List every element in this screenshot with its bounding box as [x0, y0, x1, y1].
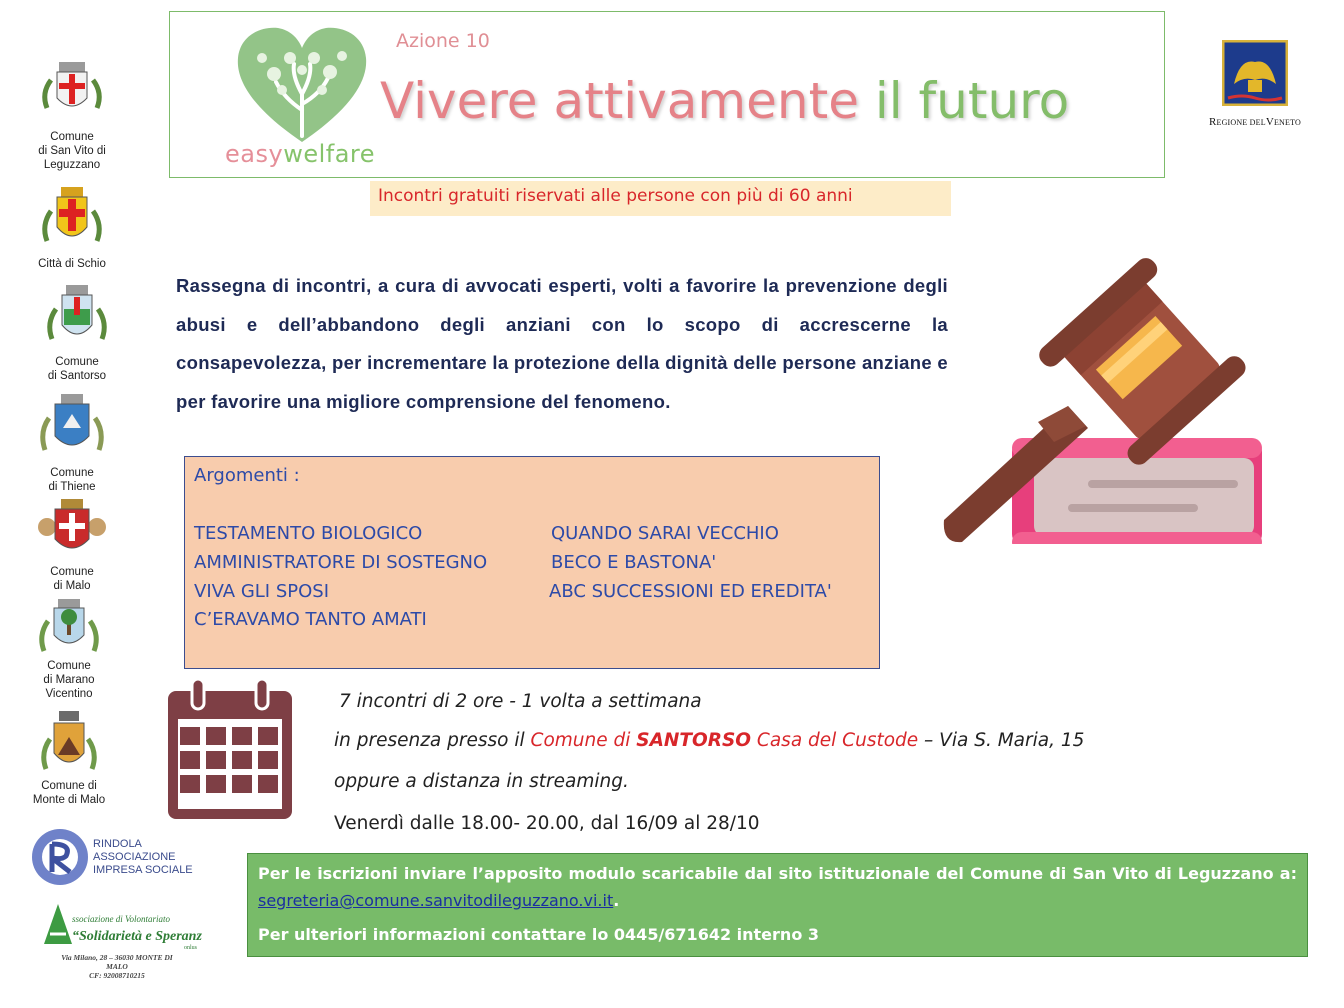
crest-label: Città di Schio [38, 258, 106, 270]
regione-veneto-logo [1192, 40, 1318, 128]
email-line: segreteria@comune.sanvitodileguzzano.vi.it. [258, 891, 620, 910]
subtitle-banner: Incontri gratuiti riservati alle persone con più di 60 anni [370, 181, 951, 216]
action-label: Azione 10 [396, 30, 490, 52]
regione-label: REGIONE DELVENETO [1208, 116, 1302, 128]
svg-text:onlus: onlus [184, 945, 198, 951]
topic-item: VIVA GLI SPOSI [194, 581, 330, 602]
schedule-frequency: 7 incontri di 2 ore - 1 volta a settimana [339, 691, 702, 712]
topic-item: QUANDO SARAI VECCHIO [551, 523, 779, 544]
svg-text:ssociazione di Volontariato: ssociazione di Volontariato [72, 914, 171, 924]
coat-of-arms-icon [37, 392, 107, 464]
associazione-emblem-icon [42, 900, 202, 952]
schedule-streaming: oppure a distanza in streaming. [334, 771, 629, 792]
registration-instructions: Per le iscrizioni inviare l’apposito modulo scaricabile dal sito istituzionale del Comune di San Vito di Leguzzano a: [258, 864, 1297, 883]
email-link[interactable]: segreteria@comune.sanvitodileguzzano.vi.it [258, 891, 614, 910]
contact-box [247, 853, 1308, 957]
topic-item: BECO E BASTONA' [551, 552, 717, 573]
crest-thiene [7, 392, 137, 494]
svg-text:“Solidarietà e Speranza”: “Solidarietà e Speranza” [72, 929, 202, 944]
crest-label: Comune di Monte di Malo [32, 780, 106, 806]
crest-label: Comune di Santorso [47, 356, 107, 382]
topic-item: C’ERAVAMO TANTO AMATI [194, 609, 427, 630]
easywelfare-wordmark: easywelfare [225, 140, 376, 168]
coat-of-arms-icon [42, 283, 112, 353]
crest-santorso [12, 283, 142, 383]
crest-label: Comune di Marano Vicentino [43, 660, 95, 700]
crest-marano [4, 597, 134, 701]
phone-info: Per ulteriori informazioni contattare lo 0445/671642 interno 3 [258, 925, 820, 944]
topics-title: Argomenti : [194, 465, 300, 486]
intro-paragraph: Rassegna di incontri, a cura di avvocati esperti, volti a favorire la prevenzione degli abusi e dell’abbandono degli anziani con lo scopo di accrescerne la consapevolezza, per incrementare la protezione della dignità delle persone anziane e per favorire una migliore comprensione del fenomeno. [176, 275, 948, 412]
coat-of-arms-icon [34, 597, 104, 657]
page-title: Vivere attivamente il futuro [380, 72, 1070, 130]
crest-label: Comune di San Vito di Leguzzano [38, 131, 106, 171]
coat-of-arms-icon [37, 497, 107, 563]
associazione-logo [42, 900, 202, 957]
rindola-logo-icon [30, 826, 90, 888]
crest-label: Comune di Thiene [48, 467, 96, 493]
associazione-address: Via Milano, 28 – 36030 MONTE DI MALO CF: 92008710215 [61, 953, 173, 980]
coat-of-arms-icon [37, 58, 107, 128]
crest-label: Comune di Malo [50, 566, 94, 592]
crest-schio [7, 185, 137, 271]
winged-lion-emblem-icon [1222, 40, 1288, 106]
gavel-and-book-icon [938, 244, 1268, 544]
topic-item: TESTAMENTO BIOLOGICO [194, 523, 423, 544]
heart-tree-logo-icon [232, 24, 372, 148]
schedule-location: in presenza presso il Comune di SANTORSO Casa del Custode – Via S. Maria, 15 [334, 730, 1085, 751]
crest-san-vito [7, 58, 137, 172]
schedule-dates: Venerdì dalle 18.00- 20.00, dal 16/09 al 28/10 [334, 813, 760, 834]
crest-malo [7, 497, 137, 593]
topic-item: AMMINISTRATORE DI SOSTEGNO [194, 552, 488, 573]
topic-item: ABC SUCCESSIONI ED EREDITA' [549, 581, 832, 602]
crest-monte-di-malo [4, 709, 134, 807]
calendar-icon [166, 677, 294, 821]
rindola-text: RINDOLA ASSOCIAZIONE IMPRESA SOCIALE [93, 838, 193, 876]
coat-of-arms-icon [34, 709, 104, 777]
topics-box [184, 456, 880, 669]
coat-of-arms-icon [37, 185, 107, 255]
